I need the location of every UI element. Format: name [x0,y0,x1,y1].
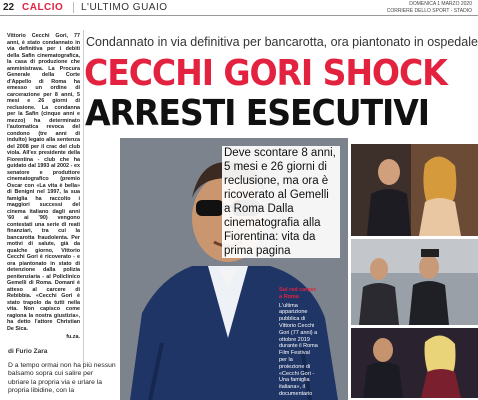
photo-group [351,239,478,325]
photo-premiere [351,328,478,398]
rubric-label: L'ULTIMO GUAIO [81,2,168,13]
article-subhead: ARRESTI ESECUTIVI [85,93,429,134]
photo-couple [351,144,478,236]
header-divider [73,2,74,13]
article-summary: Deve scontare 8 anni, 5 mesi e 26 giorni di reclusione, ma ora è ricoverato al Gemelli a Roma Dalla cinematografia alla Fiorentina: vita da prima pagina [222,146,340,258]
page-header [0,0,478,16]
sidebar-article [7,33,80,341]
photo-strip [351,144,478,400]
publication-name: CORRIERE DELLO SPORT - STADIO [386,8,472,14]
article-byline: di Furio Zara [8,348,48,355]
caption-text: L'ultima apparizione pubblica di Vittorio Cecchi Gori (77 anni) a ottobre 2019 durante il Roma Film Festival per la proiezione di «Cecchi Gori - Una famiglia italiana», il documentario [279,302,318,397]
sidebar-signature: fu.za. [66,334,80,340]
article-body-text: D a tempo ormai non ha più nessun balsamo sopra cui salire per ubriare la propria via e urlare la propria libidine, con la [8,362,116,395]
photo-caption [279,287,319,398]
article-overline: Condannato in via definitiva per bancarotta, ora piantonato in ospedale [86,35,478,49]
page-number: 22 [3,2,15,13]
caption-kicker: Sul red carpet a Roma [279,287,316,300]
article-headline: CECCHI GORI SHOCK [84,53,447,94]
issue-date: DOMENICA 1 MARZO 2020 [409,1,472,7]
article-body-start [8,362,116,396]
dateline [387,1,472,15]
section-label: CALCIO [22,2,64,13]
sidebar-article-text: Vittorio Cecchi Gori, 77 anni, è stato condannato in via definitiva per i debiti della Safin cinematografica, la casa di produzione che amministrava. La Procura Generale della Corte d'Appello di Roma ha emesso un ordine di carcerazione per 8 anni, 5 mesi e 26 giorni di reclusione. La condanna per la Safin (cinque anni e mezzo) ha determinato l'automatica revoca del condono (tre anni di indulto) legato alla sentenza del 2008 per il crac del club viola. All'ex presidente della Fiorentina - club che ha guidato dal 1993 al 2002 - ex senatore e produttore cinematografico (premio Oscar con «La vita è bella» di Benigni nel 1997, la sua famiglia ha raccolto i maggiori successi del cinema italiano dagli anni '60 ai '90) vengono contestati una serie di reati finanziari, tra cui la bancarotta fraudolenta. Per motivi di salute, già da qualche giorno, Vittorio Cecchi Gori è ricoverato - e ora piantonato in stato di detenzione dalla polizia penitenziaria - al Policlinico Gemelli di Roma. Domani è atteso al carcere di Rebibbia. «Cecchi Gori è stato trapolo da tutti nella vita. Non capisco come ragiona la nostra giustizia», ha detto l'attore Christian De Sica. [7,33,80,332]
